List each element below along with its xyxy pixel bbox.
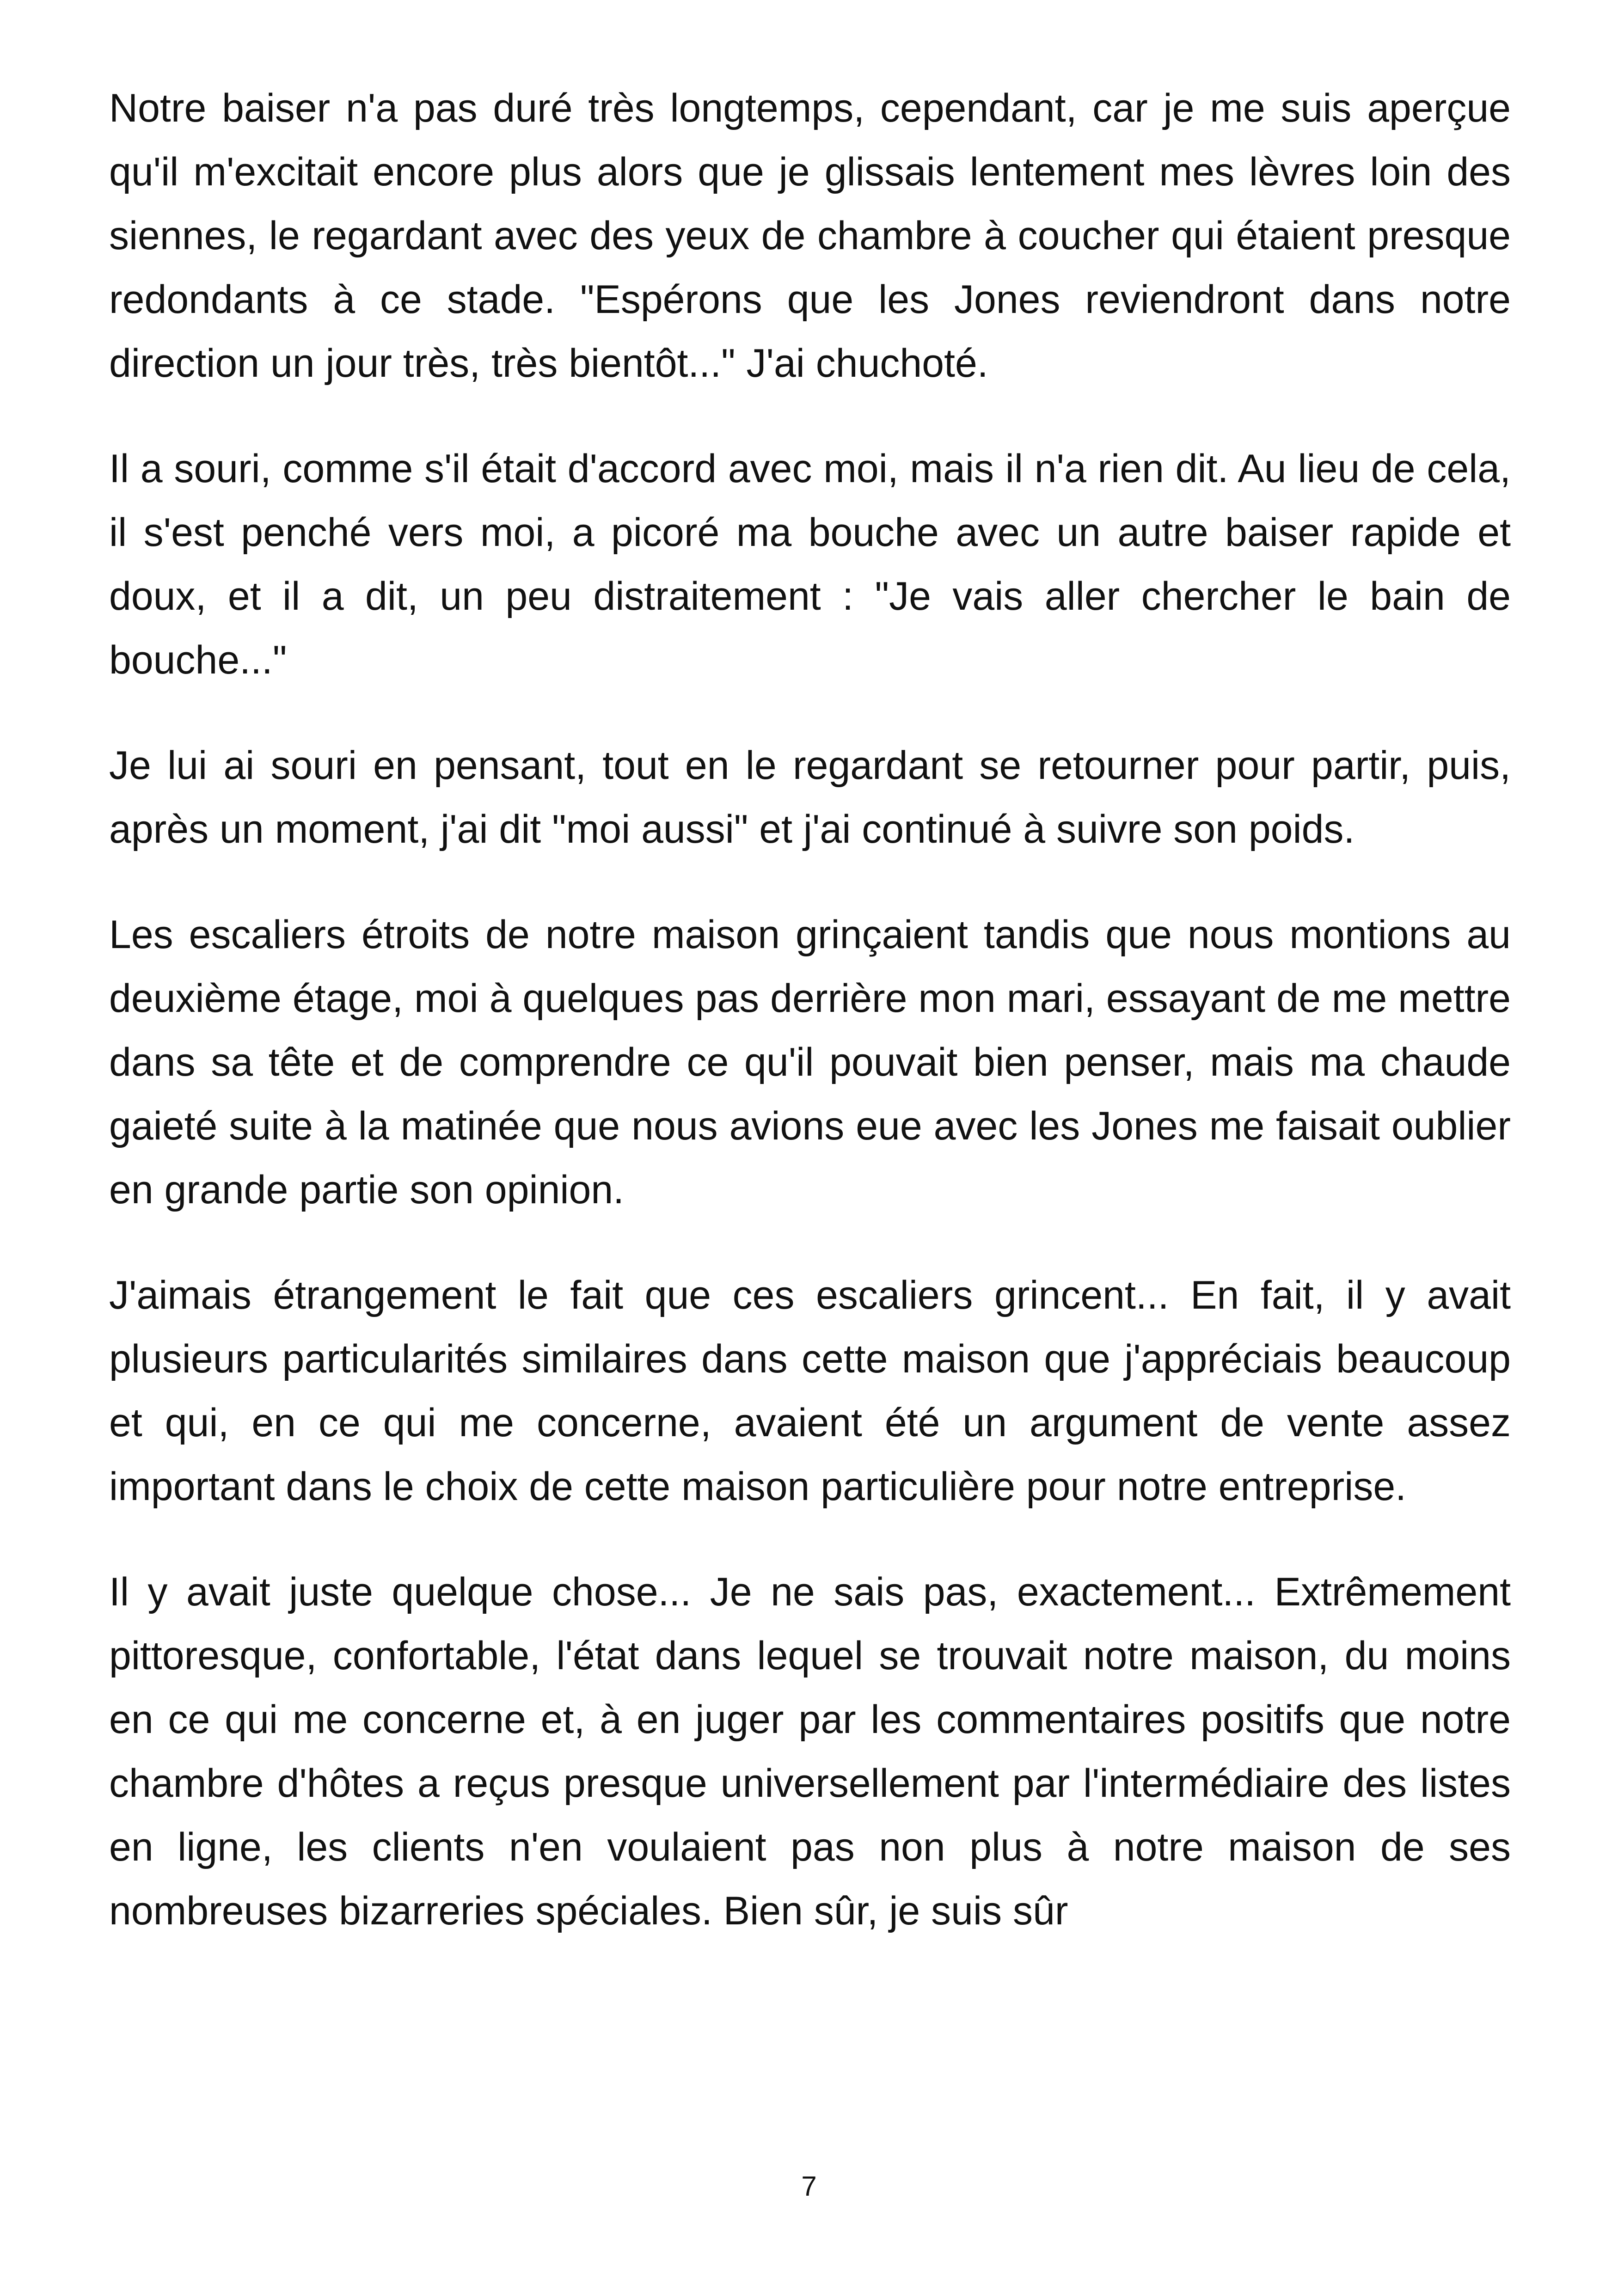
paragraph: J'aimais étrangement le fait que ces escaliers grincent... En fait, il y avait plusieurs particularités similaires dans cette maison que j'appréciais beaucoup et qui, en ce qui me concerne, avaient été un argument de vente assez important dans le choix de cette maison particulière pour notre entreprise. <box>109 1273 1511 1509</box>
paragraph: Il y avait juste quelque chose... Je ne sais pas, exactement... Extrêmement pittoresque, confortable, l'état dans lequel se trouvait notre maison, du moins en ce qui me concerne et, à en juger par les commentaires positifs que notre chambre d'hôtes a reçus presque universellement par l'intermédiaire des listes en ligne, les clients n'en voulaient pas non plus à notre maison de ses nombreuses bizarreries spéciales. Bien sûr, je suis sûr <box>109 1570 1511 1933</box>
paragraph: Notre baiser n'a pas duré très longtemps, cependant, car je me suis aperçue qu'il m'excitait encore plus alors que je glissais lentement mes lèvres loin des siennes, le regardant avec des yeux de chambre à coucher qui étaient presque redondants à ce stade. "Espérons que les Jones reviendront dans notre direction un jour très, très bientôt..." J'ai chuchoté. <box>109 86 1511 386</box>
paragraph: Les escaliers étroits de notre maison grinçaient tandis que nous montions au deuxième étage, moi à quelques pas derrière mon mari, essayant de me mettre dans sa tête et de comprendre ce qu'il pouvait bien penser, mais ma chaude gaieté suite à la matinée que nous avions eue avec les Jones me faisait oublier en grande partie son opinion. <box>109 912 1511 1212</box>
paragraph: Je lui ai souri en pensant, tout en le regardant se retourner pour partir, puis, après un moment, j'ai dit "moi aussi" et j'ai continué à suivre son poids. <box>109 743 1511 851</box>
paragraph: Il a souri, comme s'il était d'accord avec moi, mais il n'a rien dit. Au lieu de cela, il s'est penché vers moi, a picoré ma bouche avec un autre baiser rapide et doux, et il a dit, un peu distraitement : "Je vais aller chercher le bain de bouche..." <box>109 447 1511 682</box>
body-text <box>109 76 1511 1984</box>
page-number: 7 <box>801 2171 817 2202</box>
